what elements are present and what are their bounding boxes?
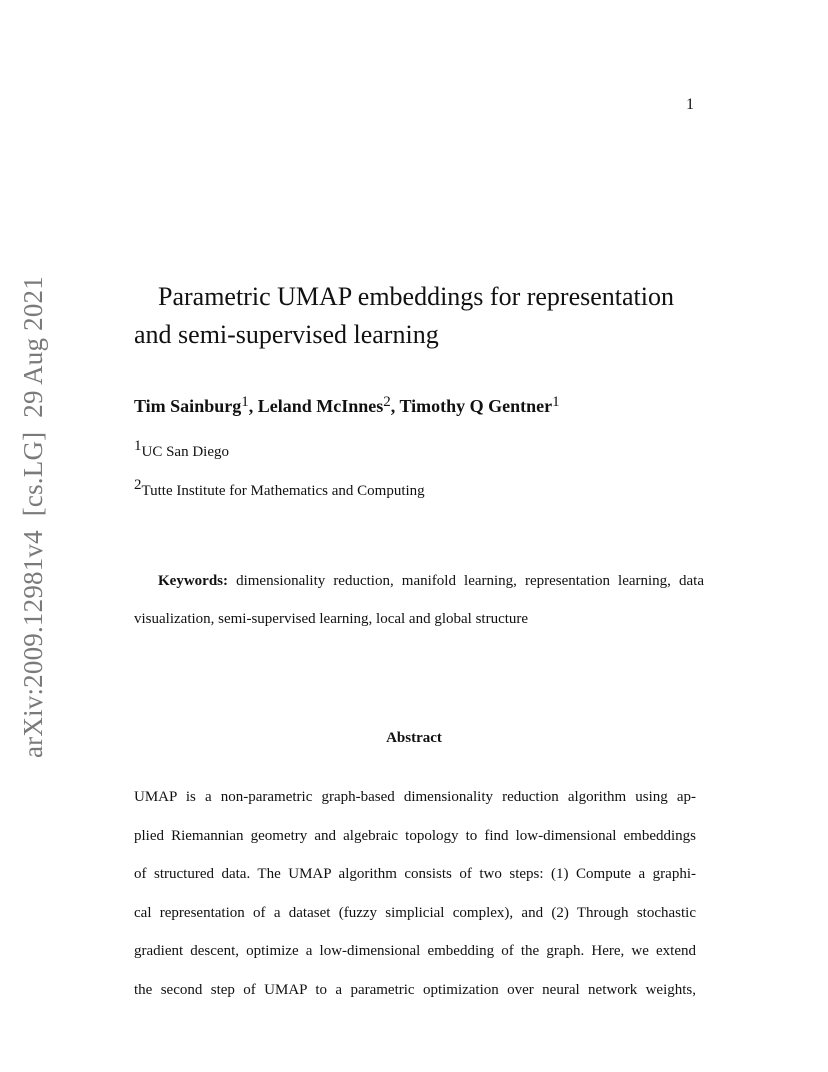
abstract-heading-text: Abstract [386,730,442,746]
abstract-line: UMAP is a non-parametric graph-based dimensionality reduction algorithm using ap- [134,789,696,805]
abstract-body [134,778,696,1009]
abstract-line: gradient descent, optimize a low-dimensional embedding of the graph. Here, we extend [134,943,696,959]
paper-title-line-2: and semi-supervised learning [134,320,439,349]
abstract-line: plied Riemannian geometry and algebraic topology to find low-dimensional embeddings [134,827,696,844]
affiliation-name: UC San Diego [141,444,229,460]
keywords-text: dimensionality reduction, manifold learning, representation learning, data visualization, semi-supervised learning, local and global structure [134,573,704,627]
author-affiliation-mark: 1 [552,394,560,410]
paper-title-line-1: Parametric UMAP embeddings for representation [158,282,675,311]
author-name: Tim Sainburg [134,396,242,416]
abstract-heading [0,730,828,747]
abstract-line: the second step of UMAP to a parametric optimization over neural network weights, [134,981,696,998]
keywords-paragraph [134,562,704,638]
affiliation-1 [134,438,229,461]
page-number: 1 [686,96,694,113]
author-name: Timothy Q Gentner [399,396,553,416]
arxiv-identifier-stamp: arXiv:2009.12981v4 [cs.LG] 29 Aug 2021 [18,276,48,758]
author-affiliation-mark: 2 [383,394,391,410]
author-list: Tim Sainburg$^1$, Leland McInnes$^2$, Timothy Q Gentner$^1$ [134,394,560,416]
affiliation-name: Tutte Institute for Mathematics and Computing [141,483,425,499]
abstract-line: cal representation of a dataset (fuzzy simplicial complex), and (2) Through stochastic [134,904,696,921]
paper-title [134,278,734,354]
abstract-line: of structured data. The UMAP algorithm consists of two steps: (1) Compute a graphi- [134,866,696,882]
affiliation-2 [134,477,425,500]
affiliation-mark: 1 [134,438,142,454]
author-name: Leland McInnes [257,396,384,416]
keywords-label: Keywords: [158,573,228,589]
affiliation-mark: 2 [134,477,142,493]
author-affiliation-mark: 1 [241,394,249,410]
